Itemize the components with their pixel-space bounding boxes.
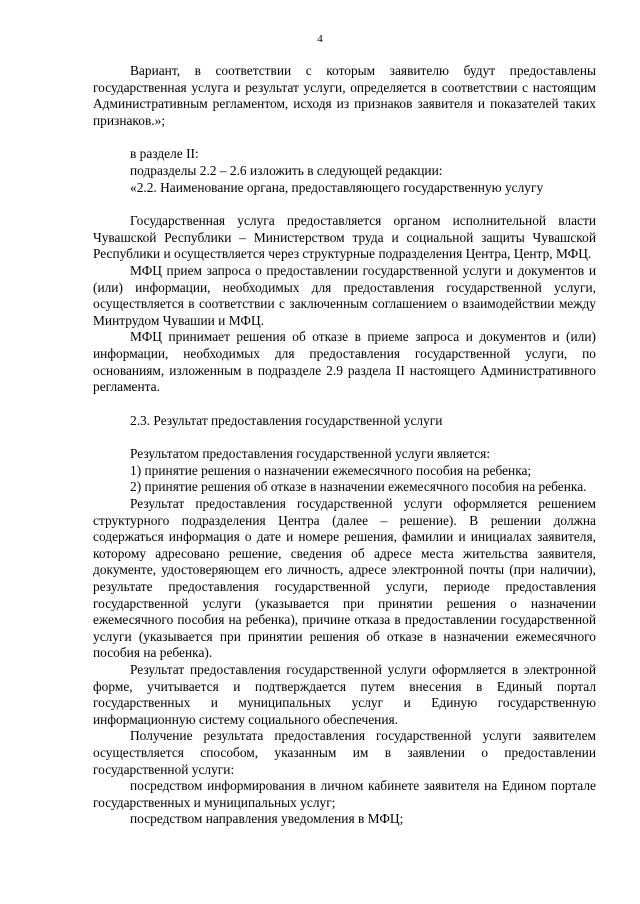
paragraph-gap	[93, 196, 596, 213]
paragraph-gap	[93, 429, 596, 446]
paragraph-mfc-reception: МФЦ прием запроса о предоставлении государственной услуги и документов и (или) информации, необходимых для предоставления государственной услуги, осуществляется в соответствии с заключенным соглашением о взаимодействии между Минтрудом Чувашии и МФЦ.	[93, 262, 596, 328]
page-number: 4	[317, 33, 323, 45]
paragraph-gap	[93, 396, 596, 413]
paragraph-result-receipt: Получение результата предоставления государственной услуги заявителем осуществляется способом, указанным им в заявлении о предоставлении государственной услуги:	[93, 728, 596, 777]
heading-2-3: 2.3. Результат предоставления государственной услуги	[130, 412, 443, 428]
paragraph-service-provider: Государственная услуга предоставляется органом исполнительной власти Чувашской Республики – Министерством труда и социальной защиты Чувашской Республики и осуществляется через структурные подразделения Центра, Центр, МФЦ.	[93, 213, 596, 262]
paragraph-variant: Вариант, в соответствии с которым заявителю будут предоставлены государственная услуга и результат услуги, определяется в соответствии с настоящим Административным регламентом, исходя из признаков заявителя и показателей таких признаков.»;	[93, 63, 596, 128]
document-body	[93, 63, 596, 828]
paragraph-section-ii: в разделе II:	[130, 146, 199, 162]
paragraph-method-mfc: посредством направления уведомления в МФЦ;	[130, 811, 404, 827]
paragraph-result-decision: Результат предоставления государственной услуги оформляется решением структурного подразделения Центра (далее – решение). В решении должна содержаться информация о дате и номере решения, фамилии и инициалах заявителя, которому адресовано решение, сведения об адресе места жительства заявителя, документе, удостоверяющем его личность, адресе электронной почты (при наличии), результате предоставления государственной услуги, периоде предоставления государственной услуги (указывается при принятии решения о назначении ежемесячного пособия на ребенка), причине отказа в предоставлении государственной услуги (указывается при принятии решения об отказе в назначении ежемесячного пособия на ребенка).	[93, 496, 596, 661]
list-item-1: 1) принятие решения о назначении ежемесячного пособия на ребенка;	[130, 462, 532, 478]
heading-2-2: «2.2. Наименование органа, предоставляющего государственную услугу	[130, 179, 544, 195]
paragraph-result-is: Результатом предоставления государственной услуги является:	[130, 446, 491, 462]
paragraph-method-cabinet: посредством информирования в личном кабинете заявителя на Едином портале государственных и муниципальных услуг;	[93, 778, 596, 810]
paragraph-subsections: подразделы 2.2 – 2.6 изложить в следующей редакции:	[130, 162, 443, 178]
paragraph-result-electronic: Результат предоставления государственной услуги оформляется в электронной форме, учитывается и подтверждается путем внесения в Единый портал государственных и муниципальных услуг и Единую государственную информационную систему социального обеспечения.	[93, 662, 596, 727]
paragraph-mfc-refusal: МФЦ принимает решения об отказе в приеме запроса и документов и (или) информации, необходимых для предоставления государственной услуги, по основаниям, изложенным в подразделе 2.9 раздела II настоящего Административного регламента.	[93, 329, 596, 395]
paragraph-gap	[93, 129, 596, 146]
list-item-2: 2) принятие решения об отказе в назначении ежемесячного пособия на ребенка.	[130, 479, 587, 495]
